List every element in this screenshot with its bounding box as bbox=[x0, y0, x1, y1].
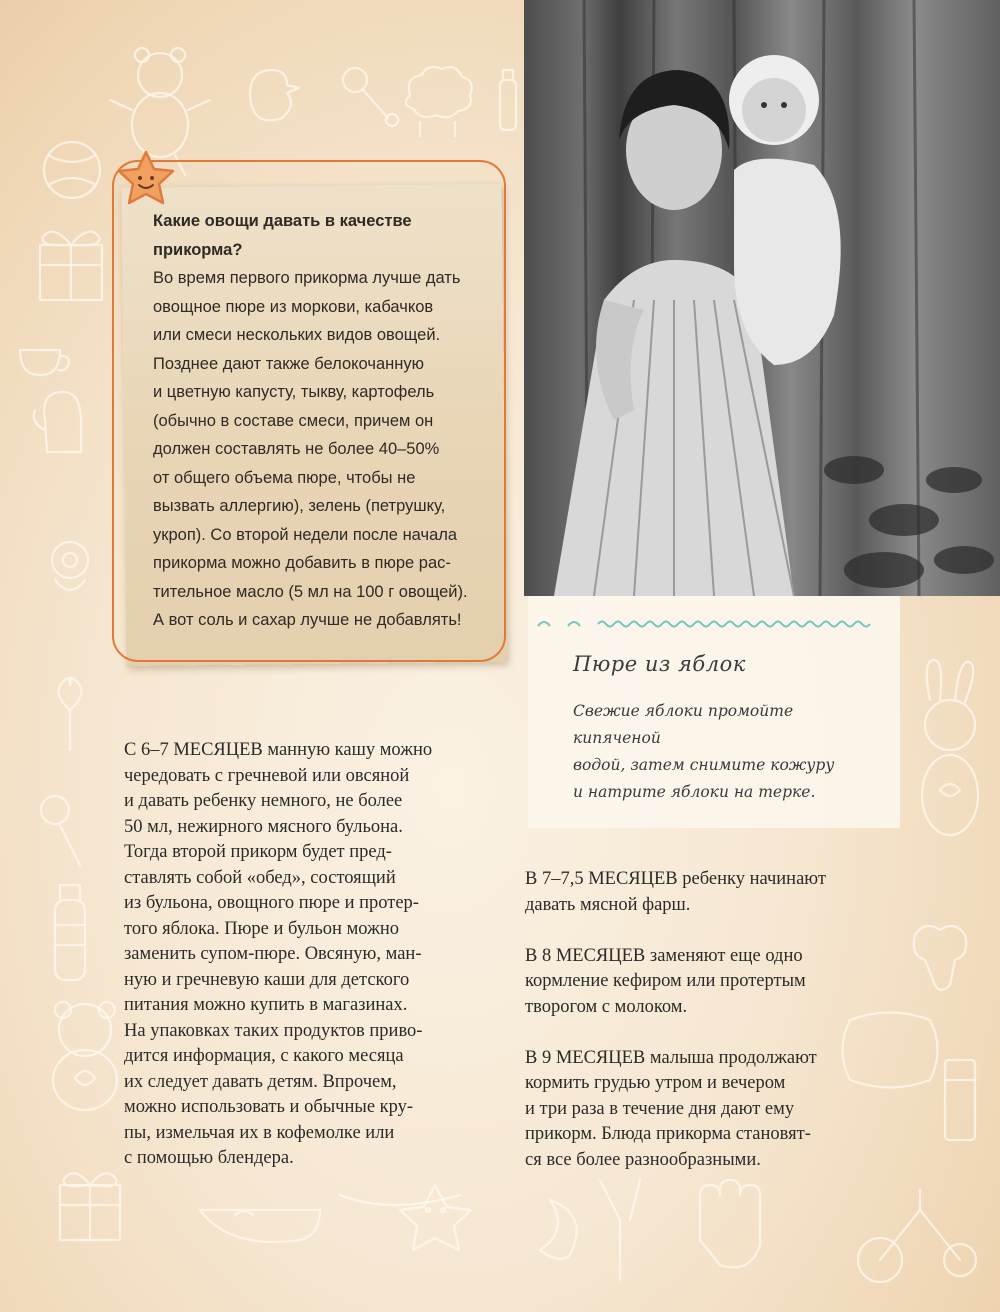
tip-title bbox=[153, 207, 493, 264]
text-line: В 7–7,5 МЕСЯЦЕВ ребенку начинают bbox=[525, 869, 826, 889]
text-line: с помощью блендера. bbox=[124, 1148, 294, 1168]
paragraph-7-months bbox=[525, 867, 905, 918]
wavy-divider bbox=[528, 612, 900, 634]
text-line: ставлять собой «обед», состоящий bbox=[124, 867, 396, 888]
text-line: Тогда второй прикорм будет пред- bbox=[124, 842, 392, 862]
tip-line: укроп). Со второй недели после начала bbox=[153, 525, 458, 544]
tip-line: от общего объема пюре, чтобы не bbox=[153, 468, 416, 487]
tip-line: и цветную капусту, тыкву, картофель bbox=[153, 383, 435, 401]
bath-icon bbox=[200, 1210, 320, 1242]
recipe-line: и натрите яблоки на терке. bbox=[573, 783, 816, 801]
tip-line: Позднее дают также белокочанную bbox=[153, 354, 424, 373]
recipe-line: Свежие яблоки промойте кипяченой bbox=[573, 702, 794, 747]
duck-toy-icon bbox=[250, 70, 299, 120]
text-line: кормить грудью утром и вечером bbox=[525, 1073, 786, 1093]
tip-line: овощное пюре из моркови, кабачков bbox=[153, 297, 434, 316]
recipe-line: водой, затем снимите кожуру bbox=[573, 756, 835, 774]
text-line: творогом с молоком. bbox=[525, 996, 688, 1017]
bunny-icon bbox=[922, 660, 978, 835]
tip-title-line: прикорма? bbox=[153, 240, 243, 259]
text-line: из бульона, овощного пюре и протер- bbox=[124, 893, 419, 913]
moon-icon bbox=[540, 1200, 577, 1259]
tip-line: должен составлять не более 40–50% bbox=[153, 440, 440, 458]
teddy-bottom-icon bbox=[53, 1002, 117, 1110]
text-line: 50 мл, нежирного мясного бульона. bbox=[124, 816, 403, 837]
star-bottom-icon bbox=[400, 1185, 471, 1250]
paragraph-8-months bbox=[525, 944, 905, 1021]
recipe-title: Пюре из яблок bbox=[573, 652, 746, 676]
text-line: их следует давать детям. Впрочем, bbox=[124, 1071, 397, 1092]
mother-baby-photo bbox=[524, 0, 1000, 596]
sheep-icon bbox=[406, 67, 472, 136]
bottle-icon bbox=[500, 70, 516, 130]
tip-text-block bbox=[153, 207, 493, 635]
cup-icon bbox=[20, 350, 69, 375]
text-line: В 9 МЕСЯЦЕВ малыша продолжают bbox=[525, 1047, 817, 1068]
tip-line: А вот соль и сахар лучше не добавлять! bbox=[153, 611, 462, 629]
text-line: можно использовать и обычные кру- bbox=[124, 1097, 414, 1117]
tip-title-line: Какие овощи давать в качестве bbox=[153, 212, 412, 230]
text-line: На упаковках таких продуктов приво- bbox=[124, 1020, 423, 1041]
recipe-body bbox=[573, 698, 873, 806]
text-line: давать мясной фарш. bbox=[525, 894, 691, 915]
heart-balloon-icon bbox=[59, 678, 82, 750]
text-line: В 8 МЕСЯЦЕВ заменяют еще одно bbox=[525, 945, 803, 966]
text-line: ся все более разнообразными. bbox=[525, 1149, 761, 1170]
gift-icon bbox=[40, 232, 102, 300]
gift-bottom-icon bbox=[60, 1173, 120, 1240]
ball-icon bbox=[44, 142, 100, 198]
text-line: питания можно купить в магазинах. bbox=[124, 995, 408, 1015]
text-line: и три раза в течение дня дают ему bbox=[525, 1098, 795, 1119]
rattle-ring-icon bbox=[41, 796, 80, 865]
cream-tube-icon bbox=[945, 1060, 975, 1140]
paragraph-9-months bbox=[525, 1046, 905, 1174]
text-line: и давать ребенку немного, не более bbox=[124, 791, 403, 811]
text-line: дится информация, с какого месяца bbox=[124, 1046, 404, 1066]
left-column-text bbox=[124, 738, 504, 1172]
mitten-icon bbox=[34, 392, 81, 452]
bottle-left-icon bbox=[55, 885, 85, 980]
text-line: пы, измельчая их в кофемолке или bbox=[124, 1122, 395, 1143]
text-line: чередовать с гречневой или овсяной bbox=[124, 765, 410, 786]
tip-line: Во время первого прикорма лучше дать bbox=[153, 269, 461, 287]
text-line: заменить супом-пюре. Овсяную, ман- bbox=[124, 944, 422, 964]
tip-line: тительное масло (5 мл на 100 г овощей). bbox=[153, 582, 468, 601]
smiling-star-icon bbox=[114, 148, 178, 208]
text-line: прикорм. Блюда прикорма становят- bbox=[525, 1124, 811, 1144]
tip-line: вызвать аллергию), зелень (петрушку, bbox=[153, 497, 446, 515]
tip-line: (обычно в составе смеси, причем он bbox=[153, 411, 434, 430]
text-line: С 6–7 МЕСЯЦЕВ манную кашу можно bbox=[124, 740, 433, 760]
tip-line: или смеси нескольких видов овощей. bbox=[153, 326, 441, 344]
text-line: кормление кефиром или протертым bbox=[525, 971, 806, 991]
tooth-icon bbox=[914, 926, 967, 990]
tricycle-icon bbox=[858, 1190, 976, 1282]
tip-line: прикорма можно добавить в пюре рас- bbox=[153, 554, 451, 572]
text-line: ную и гречневую каши для детского bbox=[124, 969, 410, 990]
text-line: того яблока. Пюре и бульон можно bbox=[124, 918, 400, 939]
pacifier-icon bbox=[52, 542, 88, 590]
rattle-icon bbox=[343, 68, 398, 126]
rocking-horse-icon bbox=[340, 1195, 460, 1205]
right-column-text bbox=[525, 867, 905, 1199]
